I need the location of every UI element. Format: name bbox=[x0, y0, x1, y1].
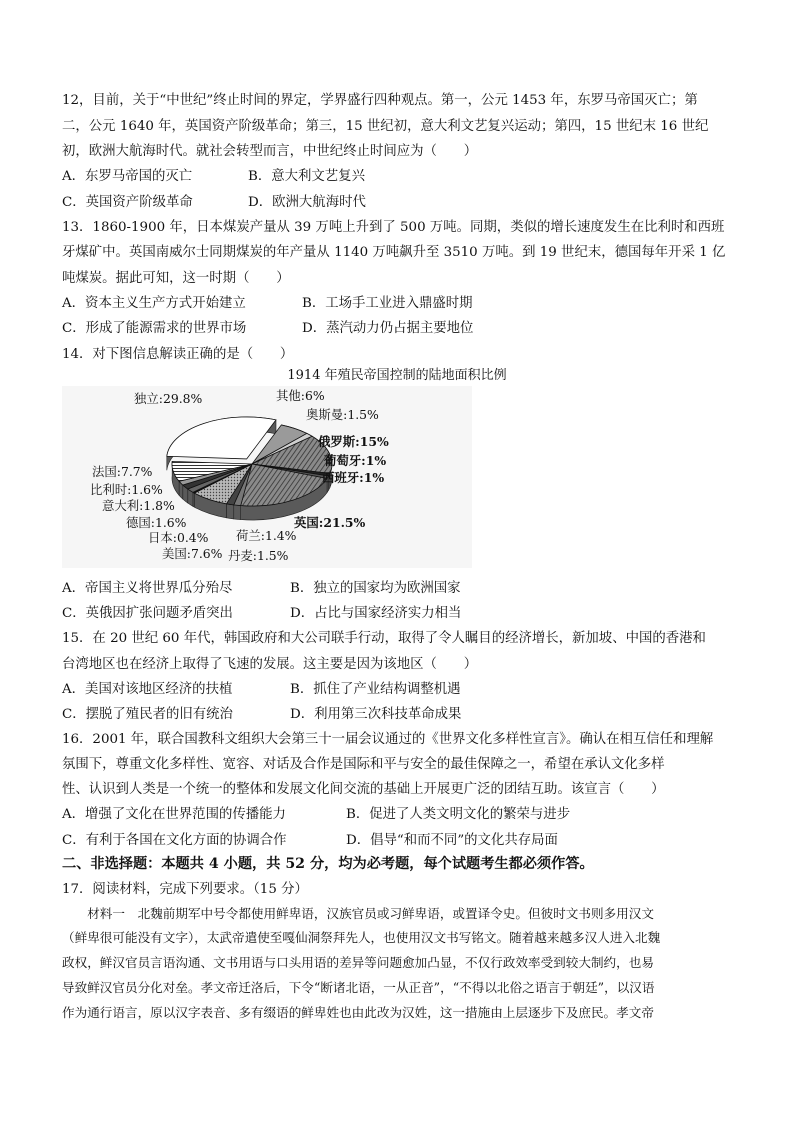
chart-title: 1914 年殖民帝国控制的陆地面积比例 bbox=[287, 368, 507, 383]
q15-line-1: 15．在 20 世纪 60 年代，韩国政府和大公司联手行动，取得了令人瞩目的经济增长，新加坡、中国的香港和 bbox=[62, 631, 706, 646]
q12-line-1: 12，目前，关于“中世纪”终止时间的界定，学界盛行四种观点。第一，公元 1453 年，东罗马帝国灭亡；第 bbox=[62, 93, 698, 108]
q13-option-c: C．形成了能源需求的世界市场 bbox=[62, 321, 247, 336]
q12-line-3: 初，欧洲大航海时代。就社会转型而言，中世纪终止时间应为（ ） bbox=[62, 144, 478, 159]
label-denmark: 丹麦:1.5% bbox=[228, 548, 289, 563]
q16-option-b: B．促进了人类文明文化的繁荣与进步 bbox=[346, 807, 571, 822]
q15-option-b: B．抓住了产业结构调整机遇 bbox=[290, 682, 461, 697]
q16-option-d: D．倡导“和而不同”的文化共存局面 bbox=[346, 833, 558, 848]
q15-option-a: A．美国对该地区经济的扶植 bbox=[62, 682, 233, 697]
q13-line-2: 牙煤矿中。英国南威尔士同期煤炭的年产量从 1140 万吨飙升至 3510 万吨。到 19 世纪末，德国每年开采 1 亿 bbox=[62, 245, 726, 260]
q14-option-b: B．独立的国家均为欧洲国家 bbox=[290, 581, 461, 596]
q12-line-2: 二，公元 1640 年，英国资产阶级革命；第三，15 世纪初，意大利文艺复兴运动；第四，15 世纪末 16 世纪 bbox=[62, 119, 709, 134]
q13-option-b: B．工场手工业进入鼎盛时期 bbox=[302, 296, 473, 311]
q16-option-c: C．有利于各国在文化方面的协调合作 bbox=[62, 833, 287, 848]
label-russia: 俄罗斯:15% bbox=[318, 434, 389, 449]
q17-line: 17．阅读材料，完成下列要求。（15 分） bbox=[62, 882, 308, 897]
q16-line-2: 氛围下，尊重文化多样性、宽容、对话及合作是国际和平与安全的最佳保障之一，希望在承认文化多样 bbox=[62, 757, 665, 772]
q13-option-a: A．资本主义生产方式开始建立 bbox=[62, 296, 246, 311]
q15-option-c: C．摆脱了殖民者的旧有统治 bbox=[62, 707, 233, 722]
q17-material-line-2: （鲜卑很可能没有文字），太武帝遣使至嘎仙洞祭拜先人，也使用汉文书写铭文。随着越来越多汉人进入北魏 bbox=[62, 930, 661, 945]
q13-line-1: 13．1860-1900 年，日本煤炭产量从 39 万吨上升到了 500 万吨。同期，类似的增长速度发生在比利时和西班 bbox=[62, 220, 725, 235]
q12-option-b: B．意大利文艺复兴 bbox=[248, 169, 365, 184]
q16-line-1: 16．2001 年，联合国教科文组织大会第三十一届会议通过的《世界文化多样性宣言》。确认在相互信任和理解 bbox=[62, 732, 714, 747]
label-independent: 独立:29.8% bbox=[134, 391, 203, 406]
label-netherlands: 荷兰:1.4% bbox=[236, 528, 297, 543]
label-italy: 意大利:1.8% bbox=[102, 498, 175, 513]
label-france: 法国:7.7% bbox=[92, 464, 153, 479]
q12-option-d: D．欧洲大航海时代 bbox=[248, 195, 366, 210]
q15-line-2: 台湾地区也在经济上取得了飞速的发展。这主要是因为该地区（ ） bbox=[62, 657, 478, 672]
label-germany: 德国:1.6% bbox=[126, 515, 187, 530]
q13-line-3: 吨煤炭。据此可知，这一时期（ ） bbox=[62, 271, 290, 286]
label-portugal: 葡萄牙:1% bbox=[324, 453, 387, 468]
q17-material-line-4: 导致鲜汉官员分化对垒。孝文帝迁洛后，下令“断诸北语，一从正音”，“不得以北俗之语言于朝廷”，以汉语 bbox=[62, 980, 655, 995]
q14-option-c: C．英俄因扩张问题矛盾突出 bbox=[62, 606, 233, 621]
label-japan: 日本:0.4% bbox=[148, 530, 209, 545]
q12-option-c: C．英国资产阶级革命 bbox=[62, 195, 193, 210]
label-ottoman: 奥斯曼:1.5% bbox=[306, 407, 379, 422]
label-britain: 英国:21.5% bbox=[294, 515, 366, 530]
q12-option-a: A．东罗马帝国的灭亡 bbox=[62, 169, 193, 184]
q14-option-a: A．帝国主义将世界瓜分殆尽 bbox=[62, 581, 233, 596]
q16-option-a: A．增强了文化在世界范围的传播能力 bbox=[62, 807, 286, 822]
section-2-heading: 二、非选择题：本题共 4 小题，共 52 分，均为必考题，每个试题考生都必须作答。 bbox=[62, 856, 594, 872]
q17-material-line-1: 材料一 北魏前期军中号令都使用鲜卑语，汉族官员或习鲜卑语，或置译令史。但彼时文书则多用汉文 bbox=[62, 906, 654, 921]
q15-option-d: D．利用第三次科技革命成果 bbox=[290, 707, 462, 722]
pie-side-荷兰 bbox=[234, 505, 241, 520]
q17-material-line-3: 政权，鲜汉官员言语沟通、文书用语与口头用语的差异等问题愈加凸显，不仅行政效率受到较大制约，也易 bbox=[62, 955, 654, 970]
pie-side-丹麦 bbox=[226, 504, 233, 519]
q14-line: 14．对下图信息解读正确的是（ ） bbox=[62, 347, 294, 362]
pie-chart bbox=[62, 386, 472, 568]
label-belgium: 比利时:1.6% bbox=[90, 482, 163, 497]
label-usa: 美国:7.6% bbox=[162, 546, 223, 561]
q16-line-3: 性、认识到人类是一个统一的整体和发展文化间交流的基础上开展更广泛的团结互助。该宣言（ ） bbox=[62, 782, 665, 797]
q14-option-d: D．占比与国家经济实力相当 bbox=[290, 606, 462, 621]
q17-material-line-5: 作为通行语言，原以汉字表音、多有缀语的鲜卑姓也由此改为汉姓，这一措施由上层逐步下及庶民。孝文帝 bbox=[62, 1005, 654, 1020]
label-spain: 西班牙:1% bbox=[322, 470, 385, 485]
label-other: 其他:6% bbox=[276, 388, 325, 403]
q13-option-d: D．蒸汽动力仍占据主要地位 bbox=[302, 321, 474, 336]
